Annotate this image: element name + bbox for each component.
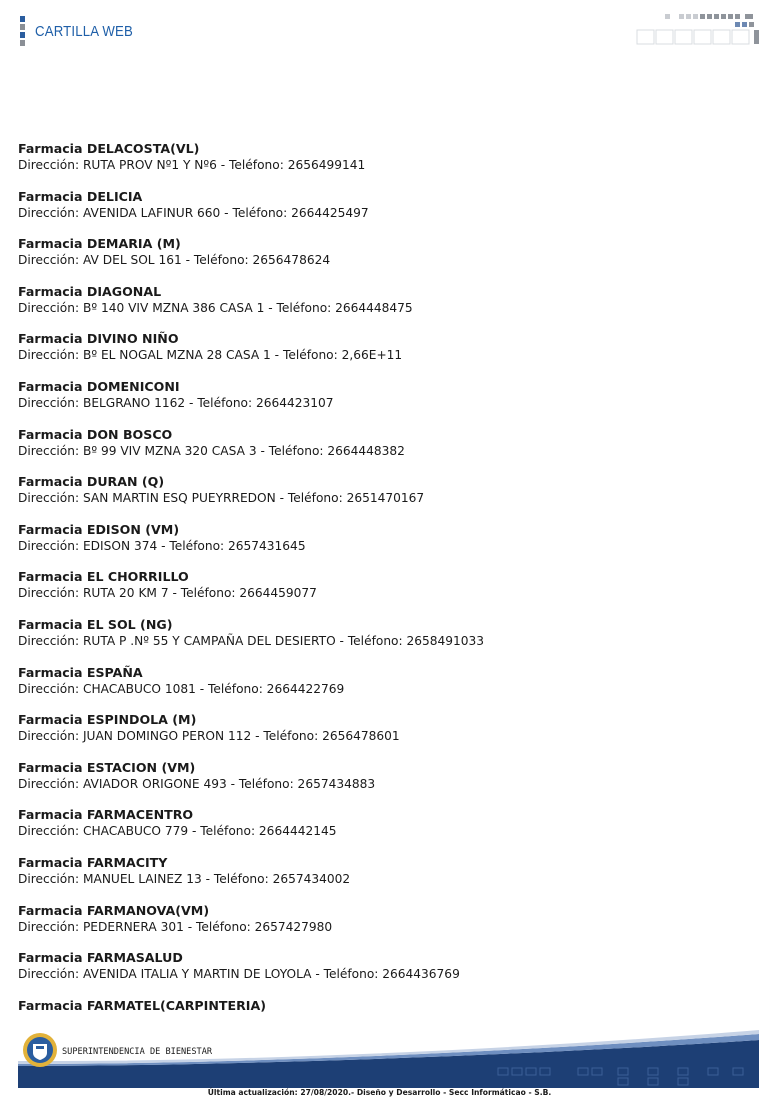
pharmacy-name: Farmacia DIAGONAL <box>18 283 162 299</box>
pharmacy-name: Farmacia EL SOL (NG) <box>18 616 173 632</box>
pharmacy-address: Dirección: RUTA P .Nº 55 Y CAMPAÑA DEL DESIERTO - Teléfono: 2658491033 <box>18 633 485 648</box>
header-pattern-icon <box>635 12 759 48</box>
pharmacy-entry <box>18 379 738 411</box>
pharmacy-name: Farmacia FARMANOVA(VM) <box>18 902 210 918</box>
pharmacy-name: Farmacia EL CHORRILLO <box>18 569 189 585</box>
pharmacy-name: Farmacia ESPINDOLA (M) <box>18 712 197 728</box>
pharmacy-name: Farmacia FARMACITY <box>18 854 168 870</box>
pharmacy-name: Farmacia DOMENICONI <box>18 378 180 394</box>
pharmacy-entry <box>18 998 738 1014</box>
pharmacy-address: Dirección: RUTA PROV Nº1 Y Nº6 - Teléfono: 2656499141 <box>18 158 366 172</box>
pharmacy-address: Dirección: CHACABUCO 1081 - Teléfono: 2664422769 <box>18 681 345 696</box>
pharmacy-entry <box>18 712 738 744</box>
pharmacy-name: Farmacia DELACOSTA(VL) <box>18 141 200 156</box>
pharmacy-address: Dirección: EDISON 374 - Teléfono: 2657431645 <box>18 538 306 553</box>
pharmacy-name: Farmacia DON BOSCO <box>18 426 173 442</box>
footer-organization: SUPERINTENDENCIA DE BIENESTAR <box>62 1047 213 1057</box>
pharmacy-entry <box>18 474 738 506</box>
pharmacy-name: Farmacia FARMATEL(CARPINTERIA) <box>18 997 266 1013</box>
pharmacy-entry <box>18 617 738 649</box>
pharmacy-entry <box>18 807 738 839</box>
pharmacy-address: Dirección: Bº 140 VIV MZNA 386 CASA 1 - Teléfono: 2664448475 <box>18 300 413 315</box>
institution-seal-icon <box>22 1032 58 1068</box>
pharmacy-entry <box>18 569 738 601</box>
pharmacy-name: Farmacia FARMACENTRO <box>18 807 194 823</box>
pharmacy-entry <box>18 236 738 268</box>
pharmacy-address: Dirección: JUAN DOMINGO PERON 112 - Teléfono: 2656478601 <box>18 729 400 744</box>
pharmacy-entry <box>18 950 738 982</box>
pharmacy-address: Dirección: MANUEL LAINEZ 13 - Teléfono: 2657434002 <box>18 871 351 886</box>
pharmacy-entry <box>18 141 738 173</box>
pharmacy-name: Farmacia DELICIA <box>18 188 143 204</box>
pharmacy-name: Farmacia ESTACION (VM) <box>18 759 196 775</box>
footer-update-note: Última actualización: 27/08/2020.- Diseño y Desarrollo - Secc Informáticao - S.B. <box>207 1088 552 1097</box>
pharmacy-address: Dirección: AVENIDA LAFINUR 660 - Teléfono: 2664425497 <box>18 205 369 220</box>
pharmacy-address: Dirección: PEDERNERA 301 - Teléfono: 2657427980 <box>18 919 333 934</box>
pharmacy-name: Farmacia DIVINO NIÑO <box>18 331 179 347</box>
pharmacy-name: Farmacia EDISON (VM) <box>18 521 180 537</box>
footer-band <box>18 1026 759 1088</box>
pharmacy-name: Farmacia DEMARIA (M) <box>18 236 181 252</box>
pharmacy-entry <box>18 855 738 887</box>
pharmacy-name: Farmacia FARMASALUD <box>18 950 183 966</box>
pharmacy-entry <box>18 284 738 316</box>
header-logo <box>20 14 146 48</box>
pharmacy-entry <box>18 665 738 697</box>
header-title: CARTILLA WEB <box>35 22 133 40</box>
pharmacy-address: Dirección: Bº 99 VIV MZNA 320 CASA 3 - Teléfono: 2664448382 <box>18 443 405 458</box>
pharmacy-address: Dirección: RUTA 20 KM 7 - Teléfono: 2664459077 <box>18 586 317 601</box>
pharmacy-address: Dirección: Bº EL NOGAL MZNA 28 CASA 1 - Teléfono: 2,66E+11 <box>18 348 403 363</box>
pharmacy-address: Dirección: AVIADOR ORIGONE 493 - Teléfono: 2657434883 <box>18 776 376 791</box>
pharmacy-address: Dirección: AV DEL SOL 161 - Teléfono: 2656478624 <box>18 253 331 268</box>
pharmacy-name: Farmacia DURAN (Q) <box>18 474 165 490</box>
pharmacy-address: Dirección: CHACABUCO 779 - Teléfono: 2664442145 <box>18 824 337 839</box>
pharmacy-entry <box>18 189 738 221</box>
pharmacy-entry <box>18 427 738 459</box>
pharmacy-name: Farmacia ESPAÑA <box>18 664 143 680</box>
logo-bars-icon <box>20 16 25 46</box>
pharmacy-entry <box>18 522 738 554</box>
pharmacy-address: Dirección: BELGRANO 1162 - Teléfono: 2664423107 <box>18 395 334 410</box>
pharmacy-list <box>18 141 738 1029</box>
pharmacy-address: Dirección: SAN MARTIN ESQ PUEYRREDON - Teléfono: 2651470167 <box>18 491 425 506</box>
pharmacy-address: Dirección: AVENIDA ITALIA Y MARTIN DE LOYOLA - Teléfono: 2664436769 <box>18 967 460 982</box>
pharmacy-entry <box>18 903 738 935</box>
pharmacy-entry <box>18 760 738 792</box>
pharmacy-entry <box>18 331 738 363</box>
